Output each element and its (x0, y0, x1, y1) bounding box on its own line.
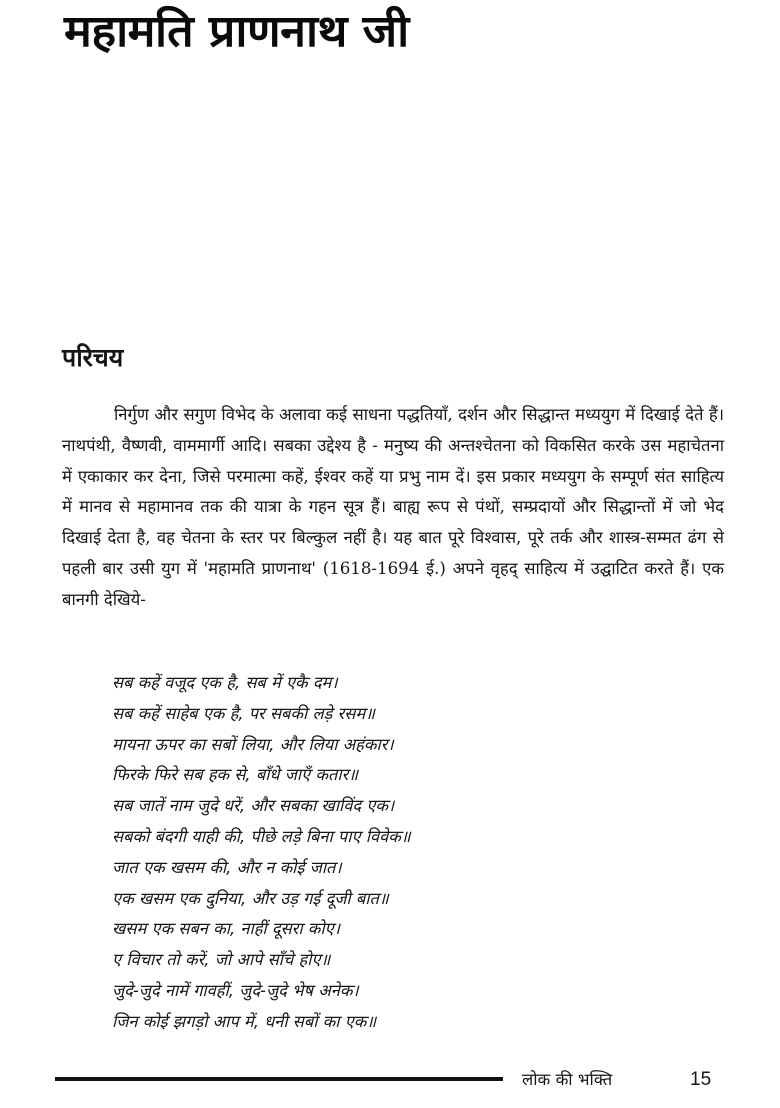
footer-rule (55, 1077, 503, 1081)
page-number: 15 (690, 1069, 712, 1090)
chapter-title: महामति प्राणनाथ जी (64, 6, 409, 57)
body-paragraph: निर्गुण और सगुण विभेद के अलावा कई साधना पद्धतियाँ, दर्शन और सिद्धान्त मध्ययुग में दिखाई देते हैं। नाथपंथी, वैष्णवी, वाममार्गी आदि। सबका उद्देश्य है - मनुष्य की अन्तश्चेतना को विकसित करके उस महाचेतना में एकाकार कर देना, जिसे परमात्मा कहें, ईश्वर कहें या प्रभु नाम दें। इस प्रकार मध्ययुग के सम्पूर्ण संत साहित्य में मानव से महामानव तक की यात्रा के गहन सूत्र हैं। बाह्य रूप से पंथों, सम्प्रदायों और सिद्धान्तों में जो भेद दिखाई देता है, वह चेतना के स्तर पर बिल्कुल नहीं है। यह बात पूरे विश्वास, पूरे तर्क और शास्त्र-सम्मत ढंग से पहली बार उसी युग में 'महामति प्राणनाथ' (1618-1694 ई.) अपने वृहद् साहित्य में उद्घाटित करते हैं। एक बानगी देखिये- (62, 405, 724, 609)
verse-line: जुदे-जुदे नामें गावहीं, जुदे-जुदे भेष अनेक। (112, 980, 359, 1000)
verse-line: मायना ऊपर का सबों लिया, और लिया अहंकार। (112, 734, 394, 754)
verse-line: जिन कोई झगड़ो आप में, धनी सबों का एक॥ (112, 1011, 377, 1031)
section-heading: परिचय (62, 343, 124, 372)
verse-line: ए विचार तो करें, जो आपे साँचे होए॥ (112, 950, 331, 970)
verse-line: एक खसम एक दुनिया, और उड़ गई दूजी बात॥ (112, 888, 389, 908)
verse-line: खसम एक सबन का, नाहीं दूसरा कोए। (112, 919, 340, 939)
verse-line: सब कहें साहेब एक है, पर सबकी लड़े रसम॥ (112, 703, 375, 723)
verse-line: सब जातें नाम जुदे धरें, और सबका खाविंद एक। (112, 796, 395, 816)
verse-line: फिरके फिरे सब हक से, बाँधे जाएँ कतार॥ (112, 765, 359, 785)
verse-line: जात एक खसम की, और न कोई जात। (112, 857, 342, 877)
verse-line: सबको बंदगी याही की, पीछे लड़े बिना पाए विवेक॥ (112, 826, 411, 846)
running-footer-title: लोक की भक्ति (522, 1070, 613, 1089)
verse-line: सब कहें वजूद एक है, सब में एकै दम। (112, 673, 338, 692)
verse-block (112, 668, 411, 1038)
